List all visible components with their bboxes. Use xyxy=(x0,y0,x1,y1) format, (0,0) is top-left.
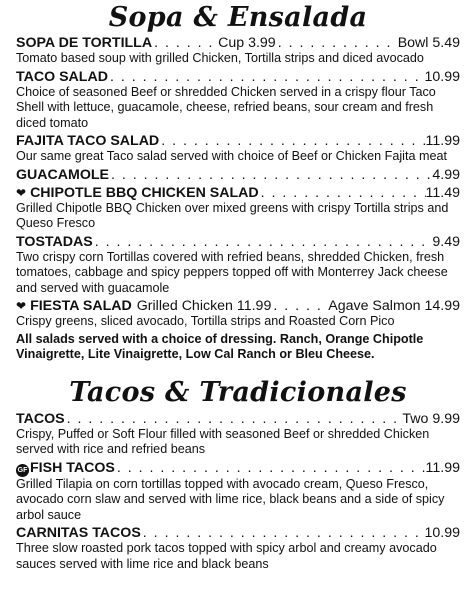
item-price: 11.99 xyxy=(425,133,460,150)
item-description: Grilled Chipotle BBQ Chicken over mixed greens with crispy Tortilla strips and Queso Fresco xyxy=(16,201,449,231)
item-name: FIESTA SALAD xyxy=(30,298,132,315)
item-header xyxy=(16,411,460,427)
menu-item-tacos xyxy=(16,411,460,458)
leader-dots xyxy=(115,460,426,476)
item-description: Three slow roasted pork tacos topped with spicy arbol and creamy avocado sauces served with lime rice and black beans xyxy=(16,541,437,571)
item-name: CHIPOTLE BBQ CHICKEN SALAD xyxy=(30,184,259,201)
menu-item-tostadas xyxy=(16,234,460,296)
item-header xyxy=(16,133,460,149)
item-name: TACO SALAD xyxy=(16,68,108,85)
item-name: CARNITAS TACOS xyxy=(16,524,141,541)
leader-dots xyxy=(152,35,218,51)
item-price-bowl: Bowl 5.49 xyxy=(397,35,460,51)
leader-dots xyxy=(159,133,425,149)
leader-dots xyxy=(259,185,426,201)
item-price: 4.99 xyxy=(432,166,460,183)
item-name: TACOS xyxy=(16,410,65,427)
item-header xyxy=(16,167,460,183)
leader-dots xyxy=(93,234,433,250)
menu-item-fiesta-salad xyxy=(16,298,460,330)
item-description: Our same great Taco salad served with choice of Beef or Chicken Fajita meat xyxy=(16,149,447,164)
menu-item-chipotle-bbq-chicken-salad xyxy=(16,185,460,232)
item-header xyxy=(16,35,460,51)
heart-icon: ❤ xyxy=(16,299,27,314)
item-description: Crispy, Puffed or Soft Flour filled with seasoned Beef or shredded Chicken served with rice and refried beans xyxy=(16,426,430,457)
item-price: 10.99 xyxy=(424,68,460,85)
leader-dots xyxy=(271,298,328,314)
item-price: 11.49 xyxy=(425,184,460,201)
item-name: FAJITA TACO SALAD xyxy=(16,133,160,150)
menu-item-taco-salad xyxy=(16,69,460,131)
item-header xyxy=(16,525,460,541)
item-option-chicken: Grilled Chicken 11.99 xyxy=(136,298,272,315)
item-option-salmon: Agave Salmon 14.99 xyxy=(328,298,460,315)
item-price: 9.49 xyxy=(432,233,460,250)
leader-dots xyxy=(141,525,425,541)
item-description: Choice of seasoned Beef or shredded Chicken served in a crispy flour Taco Shell with lettuce, guacamole, cheese, refried beans, sour cream and fresh diced tomato xyxy=(16,84,436,130)
item-header xyxy=(16,185,460,201)
item-description: Tomato based soup with grilled Chicken, Tortilla strips and diced avocado xyxy=(16,51,424,66)
heart-icon: ❤ xyxy=(16,185,27,200)
dressing-note: All salads served with a choice of dressing. Ranch, Orange Chipotle Vinaigrette, Lite Vinaigrette, Low Cal Ranch or Bleu Cheese. xyxy=(16,331,424,362)
leader-dots xyxy=(276,35,398,51)
section-title-tacos-tradicionales: Tacos & Tradicionales xyxy=(69,376,407,408)
menu-item-sopa-de-tortilla xyxy=(16,35,460,67)
leader-dots xyxy=(65,411,403,427)
menu-item-fish-tacos xyxy=(16,460,460,523)
item-price: Two 9.99 xyxy=(402,410,460,427)
item-price-cup: Cup 3.99 xyxy=(218,35,276,51)
item-name: TOSTADAS xyxy=(16,233,93,250)
item-price: 10.99 xyxy=(424,524,460,541)
menu-item-carnitas-tacos xyxy=(16,525,460,572)
menu-item-fajita-taco-salad xyxy=(16,133,460,165)
item-description: Two crispy corn Tortillas covered with refried beans, shredded Chicken, fresh tomatoes, cabbage and spicy peppers topped off with Monterrey Jack cheese and served with guacamole xyxy=(16,250,448,295)
item-description: Crispy greens, sliced avocado, Tortilla strips and Roasted Corn Pico xyxy=(16,314,395,329)
item-description: Grilled Tilapia on corn tortillas topped with avocado cream, Queso Fresco, avocado corn slaw and served with lime rice, black beans and a side of spicy arbol sauce xyxy=(16,476,445,522)
item-header xyxy=(16,460,460,477)
item-header xyxy=(16,234,460,250)
leader-dots xyxy=(109,167,432,183)
gluten-free-badge-icon: GF xyxy=(16,464,29,477)
menu-item-guacamole xyxy=(16,167,460,183)
section-title-sopa-ensalada: Sopa & Ensalada xyxy=(108,2,368,33)
item-price: 11.99 xyxy=(425,459,460,476)
item-name: FISH TACOS xyxy=(30,459,115,476)
item-header xyxy=(16,298,460,314)
item-header xyxy=(16,69,460,85)
item-name: SOPA DE TORTILLA xyxy=(16,35,153,51)
item-name: GUACAMOLE xyxy=(16,166,110,183)
leader-dots xyxy=(108,69,425,85)
